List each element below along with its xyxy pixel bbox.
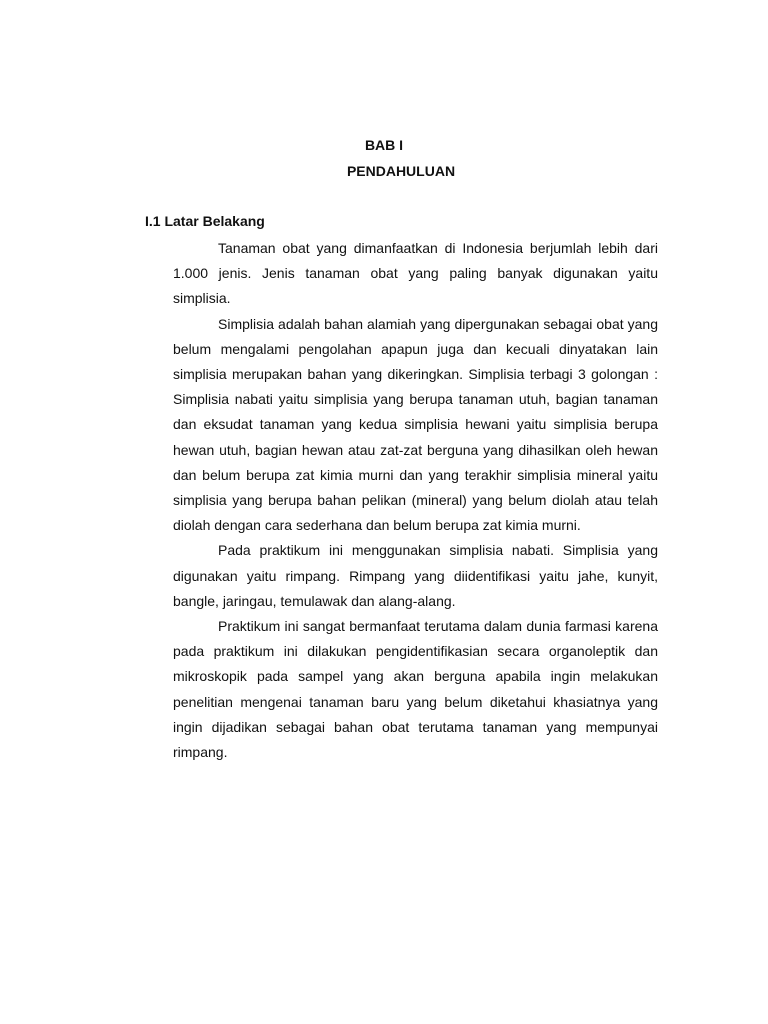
paragraph: Tanaman obat yang dimanfaatkan di Indonesia berjumlah lebih dari 1.000 jenis. Jenis tanaman obat yang paling banyak digunakan yaitu simplisia. [173,240,658,307]
paragraph: Praktikum ini sangat bermanfaat terutama dalam dunia farmasi karena pada praktikum ini dilakukan pengidentifikasian secara organoleptik dan mikroskopik pada sampel yang akan berguna apabila ingin melakukan penelitian mengenai tanaman baru yang belum diketahui khasiatnya yang ingin dijadikan sebagai bahan obat terutama tanaman yang mempunyai rimpang. [173,618,658,761]
paragraph: Simplisia adalah bahan alamiah yang dipergunakan sebagai obat yang belum mengalami pengolahan apapun juga dan kecuali dinyatakan lain simplisia merupakan bahan yang dikeringkan. Simplisia terbagi 3 golongan : Simplisia nabati yaitu simplisia yang berupa tanaman utuh, bagian tanaman dan eksudat tanaman yang kedua simplisia hewani yaitu simplisia berupa hewan utuh, bagian hewan atau zat-zat berguna yang dihasilkan oleh hewan dan belum berupa zat kimia murni dan yang terakhir simplisia mineral yaitu simplisia yang berupa bahan pelikan (mineral) yang belum diolah atau telah diolah dengan cara sederhana dan belum berupa zat kimia murni. [173,315,658,534]
paragraph: Pada praktikum ini menggunakan simplisia nabati. Simplisia yang digunakan yaitu rimpang. Rimpang yang diidentifikasi yaitu jahe, kunyit, bangle, jaringau, temulawak dan alang-alang. [173,542,658,609]
chapter-number: BAB I [364,137,404,153]
section-heading: I.1 Latar Belakang [145,213,265,229]
body-text [173,236,658,765]
chapter-title: PENDAHULUAN [346,163,456,179]
